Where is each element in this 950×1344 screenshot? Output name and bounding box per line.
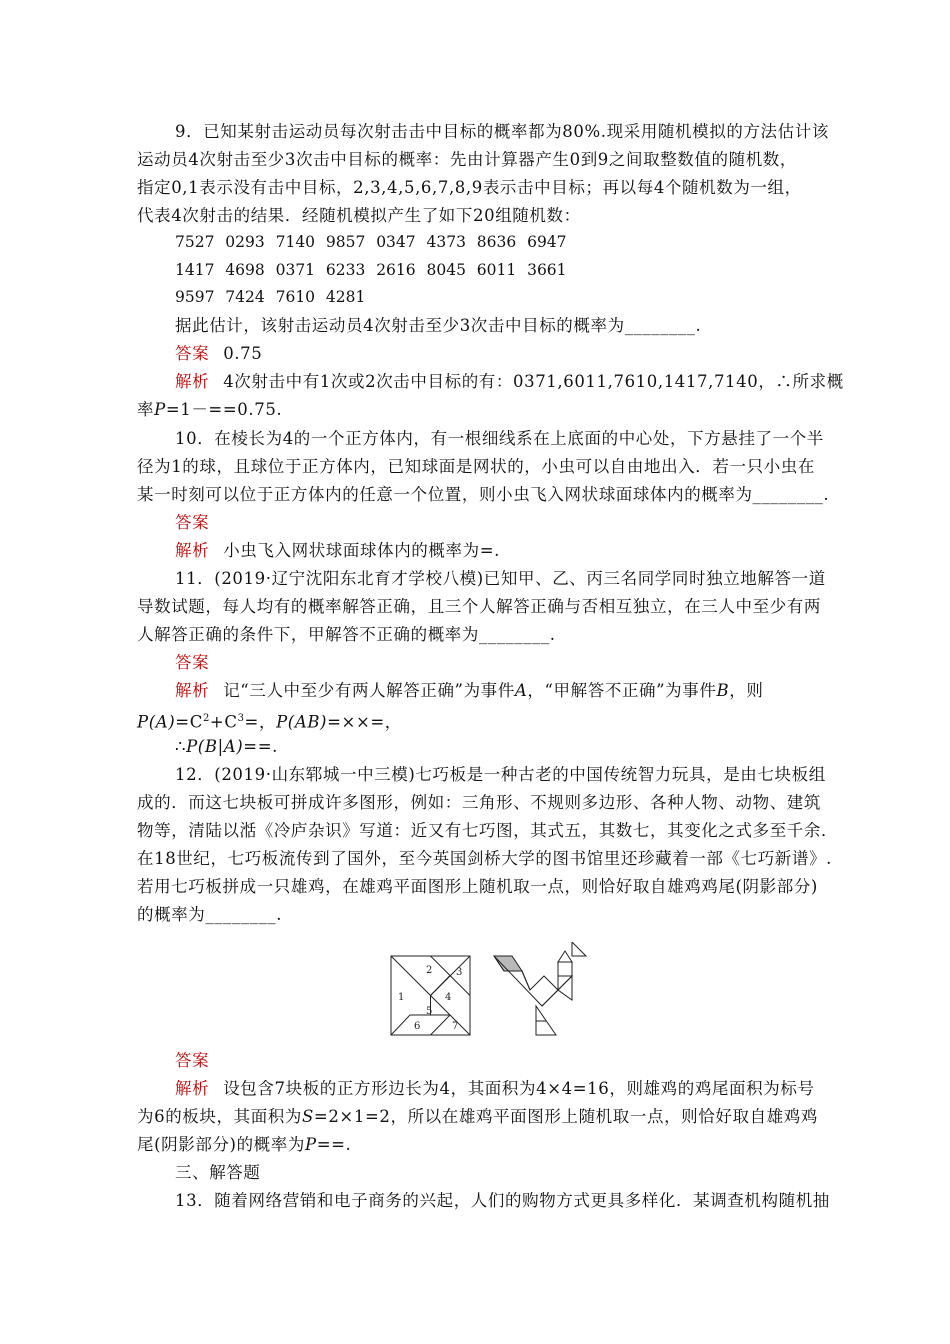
- answer-label: 答案: [175, 1051, 210, 1070]
- q12-line-5: 若用七巧板拼成一只雄鸡，在雄鸡平面图形上随机取一点，则恰好取自雄鸡鸡尾(阴影部分): [137, 877, 818, 896]
- q9-line-4: 代表4次射击的结果．经随机模拟产生了如下20组随机数：: [137, 206, 581, 225]
- random-number: 7140: [275, 233, 316, 251]
- analysis-label: 解析: [175, 541, 210, 560]
- q9-number-row-3: [175, 284, 376, 311]
- q9-analysis-line-2: 率P=1－==0.75.: [137, 400, 283, 419]
- random-number: 0371: [275, 261, 316, 279]
- answer-value: 0.75: [223, 344, 263, 363]
- analysis-label: 解析: [175, 1079, 210, 1098]
- q11-line-2: 导数试题，每人均有的概率解答正确，且三个人解答正确与否相互独立，在三人中至少有两: [137, 597, 821, 616]
- q9-line-2: 运动员4次射击至少3次击中目标的概率：先由计算器产生0到9之间取整数值的随机数，: [137, 150, 797, 169]
- answer-label: 答案: [175, 513, 210, 532]
- random-number: 0293: [225, 233, 265, 251]
- q10-line-1: 10．在棱长为4的一个正方体内，有一根细线系在上底面的中心处，下方悬挂了一个半: [175, 429, 824, 448]
- random-number: 9597: [175, 288, 215, 306]
- q10-analysis: 解析 小虫飞入网状球面球体内的概率为=.: [175, 541, 500, 560]
- random-number: 8045: [426, 261, 466, 279]
- q9-line-5: 据此估计，该射击运动员4次射击至少3次击中目标的概率为________.: [175, 316, 702, 335]
- random-number: 7424: [225, 288, 265, 306]
- q11-analysis-line-3: ∴P(B|A)==.: [175, 737, 278, 756]
- q9-number-row-2: [175, 257, 577, 284]
- random-number: 7610: [275, 288, 316, 306]
- q10-line-3: 某一时刻可以位于正方体内的任意一个位置，则小虫飞入网状球面球体内的概率为________.: [137, 485, 830, 504]
- random-number: 4698: [225, 261, 265, 279]
- piece-label-2: 2: [426, 965, 433, 976]
- q12-answer: [175, 1047, 855, 1074]
- q10-line-2: 径为1的球，且球位于正方体内，已知球面是网状的，小虫可以自由地出入．若一只小虫在: [137, 457, 815, 476]
- q11-analysis-line-2: $P(A)=C^2+C^3=$，P(AB)=××=，: [137, 712, 402, 732]
- q12-line-6: 的概率为________.: [137, 905, 283, 924]
- q9-analysis-line-1: 解析 4次射击中有1次或2次击中目标的有：0371,6011,7610,1417,7140，∴所求概: [175, 372, 844, 391]
- piece-label-4: 4: [445, 992, 452, 1003]
- q13-line-1: 13．随着网络营销和电子商务的兴起，人们的购物方式更具多样化．某调查机构随机抽: [175, 1191, 830, 1210]
- piece-label-1: 1: [398, 992, 405, 1003]
- piece-label-5: 5: [426, 1006, 433, 1017]
- q11-line-1: 11．(2019·辽宁沈阳东北育才学校八模)已知甲、乙、丙三名同学同时独立地解答一道: [175, 569, 826, 588]
- tangram-figure: [390, 942, 630, 1037]
- q12-line-4: 在18世纪，七巧板流传到了国外，至今英国剑桥大学的图书馆里还珍藏着一部《七巧新谱》.: [137, 849, 832, 868]
- answer-label: 答案: [175, 344, 210, 363]
- piece-label-3: 3: [456, 967, 463, 978]
- q11-answer: [175, 649, 855, 676]
- random-number: 2616: [376, 261, 416, 279]
- piece-label-6: 6: [414, 1021, 421, 1032]
- random-number: 8636: [476, 233, 517, 251]
- random-number: 3661: [527, 261, 567, 279]
- q12-analysis-line-1: 解析 设包含7块板的正方形边长为4，其面积为4×4=16，则雄鸡的鸡尾面积为标号: [175, 1079, 815, 1098]
- analysis-label: 解析: [175, 681, 210, 700]
- q12-analysis-line-3: 尾(阴影部分)的概率为P==.: [137, 1135, 352, 1154]
- analysis-label: 解析: [175, 372, 210, 391]
- q9-line-1: 9．已知某射击运动员每次射击击中目标的概率都为80%.现采用随机模拟的方法估计该: [175, 122, 829, 141]
- piece-label-7: 7: [452, 1021, 459, 1032]
- q12-line-3: 物等，清陆以湉《冷庐杂识》写道：近又有七巧图，其式五，其数七，其变化之式多至千余．: [137, 821, 839, 840]
- random-number: 6947: [527, 233, 567, 251]
- random-number: 0347: [376, 233, 416, 251]
- random-number: 9857: [325, 233, 366, 251]
- rooster-shape: [494, 942, 586, 1035]
- section-heading: 三、解答题: [175, 1163, 261, 1182]
- q11-analysis-line-1: 解析 记“三人中至少有两人解答正确”为事件A，“甲解答不正确”为事件B，则: [175, 681, 764, 700]
- random-number: 1417: [175, 261, 215, 279]
- q12-line-1: 12．(2019·山东郓城一中三模)七巧板是一种古老的中国传统智力玩具，是由七块板组: [175, 765, 826, 784]
- random-number: 6011: [476, 261, 517, 279]
- answer-label: 答案: [175, 653, 210, 672]
- q9-answer: [175, 340, 855, 367]
- random-number: 4373: [426, 233, 466, 251]
- q9-number-row-1: [175, 229, 577, 256]
- q9-line-3: 指定0,1表示没有击中目标，2,3,4,5,6,7,8,9表示击中目标；再以每4个随机数为一组，: [137, 178, 802, 197]
- random-number: 7527: [175, 233, 215, 251]
- random-number: 4281: [325, 288, 366, 306]
- q11-line-3: 人解答正确的条件下，甲解答不正确的概率为________.: [137, 625, 556, 644]
- random-number: 6233: [325, 261, 366, 279]
- q12-analysis-line-2: 为6的板块，其面积为S=2×1=2，所以在雄鸡平面图形上随机取一点，则恰好取自雄鸡鸡: [137, 1107, 818, 1126]
- q12-line-2: 成的．而这七块板可拼成许多图形，例如：三角形、不规则多边形、各种人物、动物、建筑: [137, 793, 821, 812]
- q10-answer: [175, 509, 855, 536]
